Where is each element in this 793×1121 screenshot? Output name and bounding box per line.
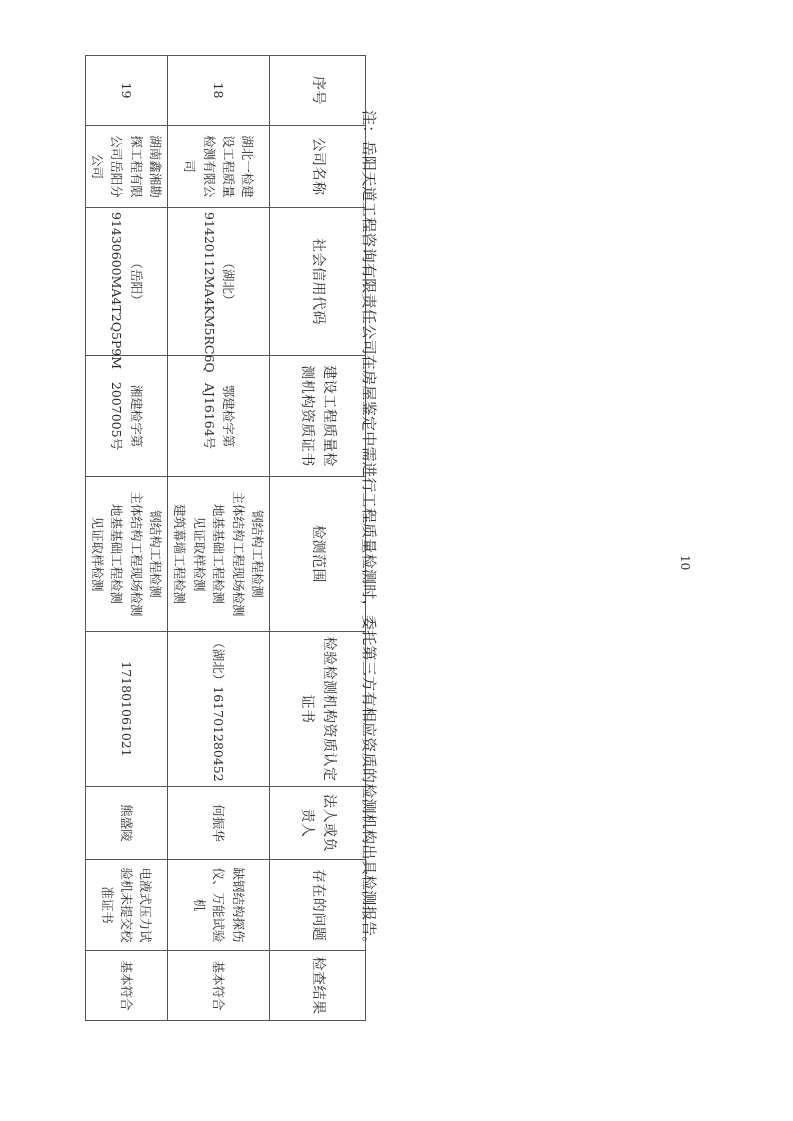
cell-legal: 熊盛陵 xyxy=(85,787,168,860)
table-header-row xyxy=(270,56,366,1021)
cell-seq: 18 xyxy=(168,56,270,126)
cell-legal: 何振华 xyxy=(168,787,270,860)
cell-scope xyxy=(85,477,168,632)
header-issues: 存在的问题 xyxy=(270,860,366,951)
scope-line: 见证取样检测 xyxy=(90,516,105,592)
cell-cert: 鄂建检字第AJ16164号 xyxy=(168,356,270,477)
header-seq: 序号 xyxy=(270,56,366,126)
table-row xyxy=(168,56,270,1021)
header-legal: 法人或负责人 xyxy=(270,787,366,860)
scope-line: 主体结构工程现场检测 xyxy=(128,491,144,617)
cell-credit-code: （湖北）91420112MA4KM5RC6Q xyxy=(168,208,270,356)
cell-cert: 湘建检字第2007005号 xyxy=(85,356,168,477)
page-number: 10 xyxy=(678,555,692,571)
cell-lab-cert: （湖北）161701280452 xyxy=(168,632,270,787)
cell-scope xyxy=(168,477,270,632)
header-credit-code: 社会信用代码 xyxy=(270,208,366,356)
scope-line: 钢结构工程检测 xyxy=(250,510,265,598)
cell-issues: 电液式压力试验机未提交校准证书 xyxy=(85,860,168,951)
cell-result: 基本符合 xyxy=(168,951,270,1021)
header-lab-cert: 检验检测机构资质认定证书 xyxy=(270,632,366,787)
scope-line: 地基基础工程检测 xyxy=(211,503,227,604)
cell-company: 湖北一检建设工程质量检测有限公司 xyxy=(168,126,270,208)
footnote: 注：岳阳天道工程咨询有限责任公司在房屋鉴定中需进行工程质量检测时，委托第三方有相应资质的检测机构出具检测报告。 xyxy=(360,110,378,952)
cell-seq: 19 xyxy=(85,56,168,126)
header-company: 公司名称 xyxy=(270,126,366,208)
inspection-table-rotated xyxy=(90,55,366,1020)
scope-line: 地基基础工程检测 xyxy=(109,503,125,604)
cell-result: 基本符合 xyxy=(85,951,168,1021)
table-row xyxy=(85,56,168,1021)
header-result: 检查结果 xyxy=(270,951,366,1021)
inspection-table xyxy=(85,55,366,1021)
header-scope: 检测范围 xyxy=(270,477,366,632)
cell-issues: 缺钢结构探伤仪、万能试验机 xyxy=(168,860,270,951)
header-cert: 建设工程质量检测机构资质证书 xyxy=(270,356,366,477)
scope-line: 主体结构工程现场检测 xyxy=(230,491,246,617)
cell-lab-cert: 171801061021 xyxy=(85,632,168,787)
scope-line: 建筑幕墙工程检测 xyxy=(172,503,188,604)
scope-line: 见证取样检测 xyxy=(191,516,207,592)
cell-credit-code: （岳阳）91430600MA4T2Q5P9M xyxy=(85,208,168,356)
scope-line: 钢结构工程检测 xyxy=(148,510,164,598)
cell-company: 湖南鑫湘勘探工程有限公司岳阳分公司 xyxy=(85,126,168,208)
